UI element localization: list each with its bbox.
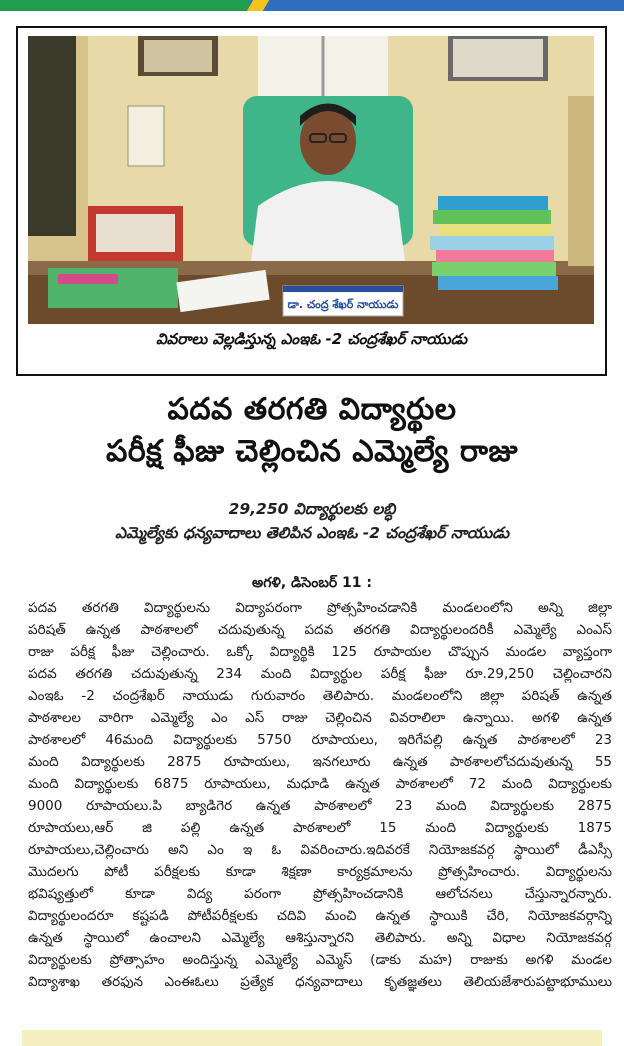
news-photo [28,36,594,324]
article-line: విద్యార్థులందరూ కష్టపడి పోటీపరీక్షలకు చదివి మంచి ఉన్నత స్థాయికి చేరి, నియోజకవర్గాన్ని [28,908,612,924]
top-bar-green-segment [0,0,250,11]
top-bar-yellow-accent [247,0,269,11]
article-line: రూపాయలు,చెల్లించారు అని ఎం ఇ ఓ వివరించారు.ఇదివరకే నియోజకవర్గ స్థాయిలో డీఎస్సీ [28,842,612,858]
article-line: రాజు పరీక్ష ఫీజు చెల్లించారు. ఒక్కో విద్యార్థికి 125 రూపాయల చొప్పున మండల వ్యాప్తంగా [28,644,612,660]
article-line: విద్యార్థులకు ప్రోత్సాహం అందిస్తున్న ఎమ్మెల్యే ఎమ్మెస్ (డాకు మహ) రాజుకు అగళి మండల [28,952,612,968]
photo-frame [16,26,607,376]
article-line: భవిష్యత్తులో కూడా విద్య పరంగా ప్రోత్సహించడానికి ఆలోచనలు చేస్తున్నారన్నారు. [28,886,612,902]
article-line: ఎంఇఓ -2 చంద్రశేఖర్ నాయుడు గురువారం తెలిపారు. మండలంలోని జిల్లా పరిషత్ ఉన్నత [28,688,612,704]
article-line: మంది విద్యార్థులకు 6875 రూపాయలు, మధూడి ఉన్నత పాఠశాలలో 72 మంది విద్యార్థులకు [28,776,612,792]
nameplate-text: డా. చంద్ర శేఖర్ నాయుడు [287,298,399,311]
article-line: పాఠశాలల వారిగా ఎమ్మెల్యే ఎం ఎస్ రాజు చెల్లించిన వివరాలిలా ఉన్నాయి. అగళి ఉన్నత [28,710,612,726]
subheadline-line-1: 29,250 విద్యార్థులకు లబ్ధి [228,500,396,518]
article-line: మొదలగు పోటీ పరీక్షలకు కూడా శిక్షణా కార్యక్రమాలను ప్రోత్సహించారు. విద్యార్థులను [28,864,612,880]
dateline: అగళి, డిసెంబర్ 11 : [252,575,372,591]
article-line: ఉన్నత స్థాయిలో ఉంచాలని ఎమ్మెల్యే ఆశిస్తున్నారని తెలిపారు. అన్ని విధాల నియోజకవర్గ [28,930,612,946]
headline-line-2: పరీక్ష ఫీజు చెల్లించిన ఎమ్మెల్యే రాజు [105,434,518,469]
article-line: పదవ తరగతి చదువుతున్న 234 మంది విద్యార్థుల పరీక్ష ఫీజు రూ.29,250 చెల్లించారని [28,666,612,682]
article-body [28,597,612,993]
footer-strip [22,1030,602,1046]
article-line: పరిషత్ ఉన్నత పాఠశాలలో చదువుతున్న పదవ తరగతి విద్యార్థులందరికీ ఎమ్మెల్యే ఎంఎస్ [28,622,612,638]
article-line: రూపాయలు,ఆర్ జి పల్లి ఉన్నత పాఠశాలలో 15 మంది విద్యార్థులకు 1875 [28,820,612,836]
article-line: పాఠశాలలో 46మంది విద్యార్థులకు 5750 రూపాయలు, ఇరిగేపల్లి ఉన్నత పాఠశాలలో 23 [28,732,612,748]
article-line: 9000 రూపాయలు.పి బ్యాడిగెర ఉన్నత పాఠశాలలో 23 మంది విద్యార్థులకు 2875 [28,798,612,814]
subheadline-line-2: ఎమ్మెల్యేకు ధన్యవాదాలు తెలిపిన ఎంఇఓ -2 చంద్రశేఖర్ నాయుడు [114,524,510,542]
headline-line-1: పదవ తరగతి విద్యార్థుల [167,392,457,427]
article-line: పదవ తరగతి విద్యార్థులను విద్యాపరంగా ప్రోత్సహించడానికి మండలంలోని అన్ని జిల్లా [28,600,612,616]
top-color-bar [0,0,624,11]
article-line: విద్యాశాఖ తరఫున ఎంఈఓలు ప్రత్యేక ధన్యవాదాలు కృతజ్ఞతలు తెలియజేశారుపట్టాభూములు [28,974,612,990]
article-line: మంది విద్యార్థులకు 2875 రూపాయలు, ఇనగలూరు ఉన్నత పాఠశాలలోచదువుతున్న 55 [28,754,612,770]
photo-caption: వివరాలు వెల్లడిస్తున్న ఎంఇఓ -2 చంద్రశేఖర్ నాయుడు [155,330,468,348]
